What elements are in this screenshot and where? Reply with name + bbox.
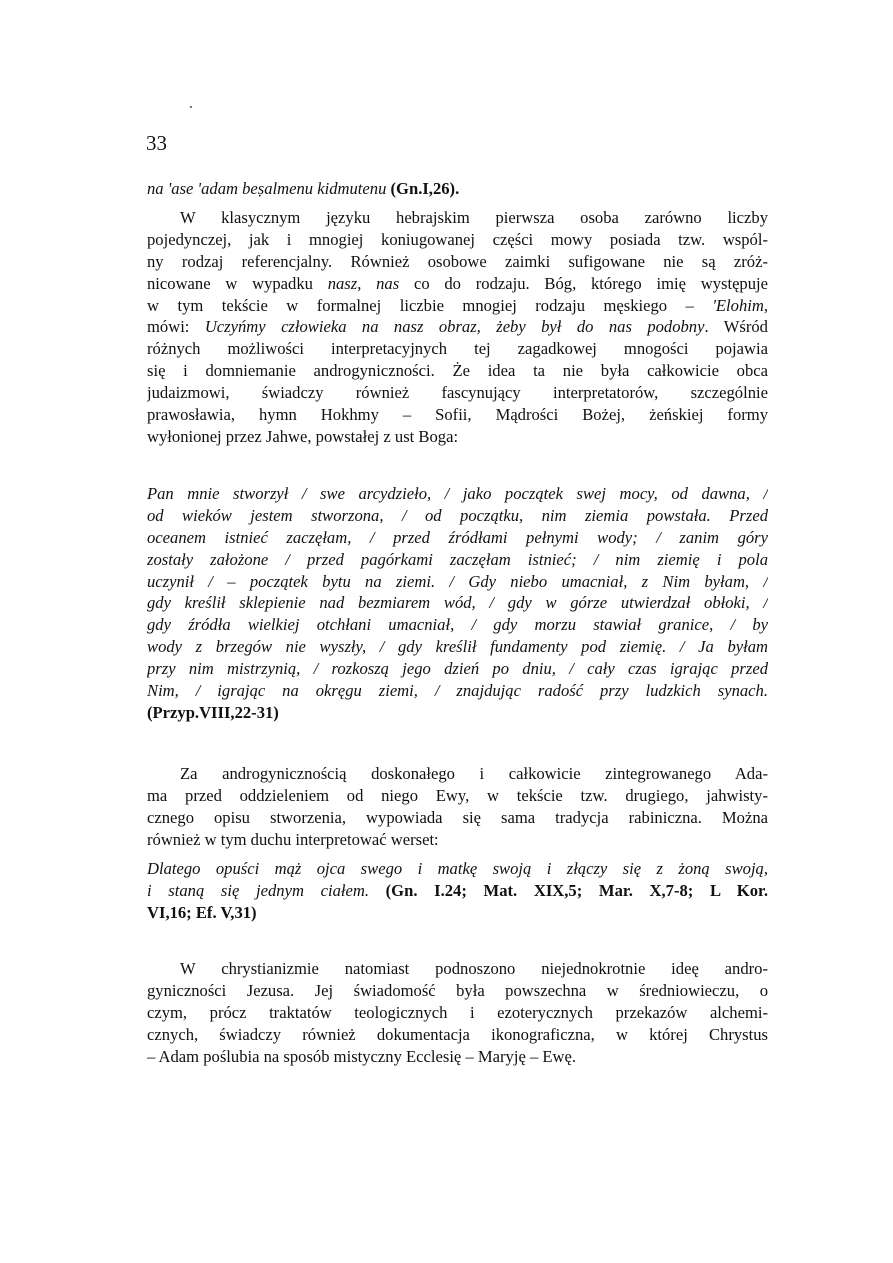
italic-text: na 'ase 'adam beṣalmenu kidmutenu: [147, 179, 391, 198]
text-line: [147, 702, 768, 724]
italic-text: Dlatego opuści mąż ojca swego i matkę swoją i złączy się z żoną swoją,: [147, 859, 768, 878]
italic-text: Nim, / igrając na okręgu ziemi, / znajdując radość przy ludzkich synach.: [147, 681, 768, 701]
text-line: [147, 636, 768, 658]
italic-text: i staną się jednym ciałem.: [147, 880, 386, 900]
text-line: [147, 404, 768, 426]
citation-text: VI,16; Ef. V,31): [147, 902, 257, 922]
body-text: gyniczności Jezusa. Jej świadomość była powszechna w średniowieczu, o: [147, 980, 768, 1000]
body-text: co do rodzaju. Bóg, którego imię występuje: [399, 273, 768, 293]
text-line: [147, 483, 768, 505]
body-text: prawosławia, hymn Hokhmy – Sofii, Mądrości Bożej, żeńskiej formy: [147, 405, 768, 425]
text-line: [147, 295, 768, 317]
text-line: [147, 858, 768, 880]
italic-text: gdy źródła wielkiej otchłani umacniał, / gdy morzu stawiał granice, / by: [147, 615, 768, 635]
text-line: [147, 229, 768, 251]
paragraph-3: [147, 958, 768, 1067]
text-line: [147, 316, 768, 338]
italic-text: Uczyńmy człowieka na nasz obraz, żeby był do nas podobny: [204, 317, 705, 337]
citation-text: (Gn. I.24; Mat. XIX,5; Mar. X,7-8; L Kor.: [385, 880, 768, 900]
text-line: [147, 785, 768, 807]
text-line: [147, 1046, 768, 1068]
paragraph-1: [147, 207, 768, 448]
italic-text: Pan mnie stworzył / swe arcydzieło, / jako początek swej mocy, od dawna, /: [147, 484, 768, 503]
text-line: [147, 571, 768, 593]
text-line: [147, 1002, 768, 1024]
text-line: [147, 527, 768, 549]
body-text: czym, prócz traktatów teologicznych i ezoterycznych przekazów alchemi-: [147, 1002, 768, 1022]
body-text: nicowane w wypadku: [147, 273, 328, 293]
body-text: judaizmowi, świadczy również fascynujący interpretatorów, szczególnie: [147, 383, 768, 403]
text-line: [147, 178, 768, 200]
text-line: [147, 902, 768, 924]
body-text: W chrystianizmie natomiast podnoszono niejednokrotnie ideę andro-: [180, 959, 768, 978]
italic-text: przy nim mistrzynią, / rozkoszą jego dzień po dniu, / cały czas igrając przed: [147, 659, 768, 679]
text-line: [147, 207, 768, 229]
body-text: się i domniemanie androgyniczności. Że idea ta nie była całkowicie obca: [147, 361, 768, 381]
italic-text: gdy kreślił sklepienie nad bezmiarem wód, / gdy w górze utwierdzał obłoki, /: [147, 593, 768, 613]
italic-text: wody z brzegów nie wyszły, / gdy kreślił fundamenty pod ziemię. / Ja byłam: [147, 637, 768, 657]
text-line: [147, 592, 768, 614]
text-line: [147, 338, 768, 360]
body-text: ny rodzaj referencjalny. Również osobowe zaimki sufigowane nie są zróż-: [147, 251, 768, 271]
text-line: [147, 680, 768, 702]
citation-text: (Gn.I,26).: [390, 179, 460, 198]
text-line: [147, 658, 768, 680]
body-text: pojedynczej, jak i mnogiej koniugowanej części mowy posiada tzw. wspól-: [147, 229, 768, 249]
text-line: [147, 273, 768, 295]
text-line: [147, 763, 768, 785]
italic-text: zostały założone / przed pagórkami zaczęłam istnieć; / nim ziemię i pola: [147, 549, 768, 569]
body-text: ma przed oddzieleniem od niego Ewy, w tekście tzw. drugiego, jahwisty-: [147, 785, 768, 805]
text-line: [147, 980, 768, 1002]
text-line: [147, 614, 768, 636]
italic-text: oceanem istnieć zaczęłam, / przed źródłami pełnymi wody; / zanim góry: [147, 527, 768, 547]
italic-text: uczynił / – początek bytu na ziemi. / Gdy niebo umacniał, z Nim byłam, /: [147, 571, 768, 591]
body-text: Za androgynicznością doskonałego i całkowicie zintegrowanego Ada-: [180, 764, 768, 783]
page-number: 33: [146, 131, 167, 155]
body-text: . Wśród: [704, 317, 768, 337]
body-text: wyłonionej przez Jahwe, powstałej z ust Boga:: [147, 426, 459, 446]
text-line: [147, 251, 768, 273]
body-text: W klasycznym języku hebrajskim pierwsza osoba zarówno liczby: [180, 208, 768, 227]
hebrew-verse: [147, 178, 768, 200]
text-line: [147, 880, 768, 902]
text-line: [147, 1024, 768, 1046]
text-line: [147, 360, 768, 382]
text-line: [147, 426, 768, 448]
body-text: – Adam poślubia na sposób mistyczny Ecclesię – Maryję – Ewę.: [147, 1046, 577, 1066]
body-text: cznego opisu stworzenia, wypowiada się sama tradycja rabiniczna. Można: [147, 807, 768, 827]
text-line: [147, 382, 768, 404]
citation-text: (Przyp.VIII,22-31): [147, 702, 279, 722]
body-text: cznych, świadczy również dokumentacja ikonograficzna, w której Chrystus: [147, 1024, 768, 1044]
text-line: [147, 505, 768, 527]
body-text: różnych możliwości interpretacyjnych tej zagadkowej mnogości pojawia: [147, 339, 768, 359]
quote-proverbs: [147, 483, 768, 724]
italic-text: od wieków jestem stworzona, / od początku, nim ziemia powstała. Przed: [147, 505, 768, 525]
body-text: mówi:: [147, 317, 205, 337]
text-line: [147, 958, 768, 980]
quote-genesis: [147, 858, 768, 924]
italic-text: nasz, nas: [327, 273, 400, 293]
italic-text: 'Elohim,: [712, 295, 768, 315]
text-line: [147, 807, 768, 829]
body-text: również w tym duchu interpretować werset:: [147, 829, 439, 849]
text-line: [147, 549, 768, 571]
paragraph-2: [147, 763, 768, 851]
text-line: [147, 829, 768, 851]
scan-speck: [190, 106, 192, 108]
body-text: w tym tekście w formalnej liczbie mnogiej rodzaju męskiego –: [147, 295, 713, 315]
